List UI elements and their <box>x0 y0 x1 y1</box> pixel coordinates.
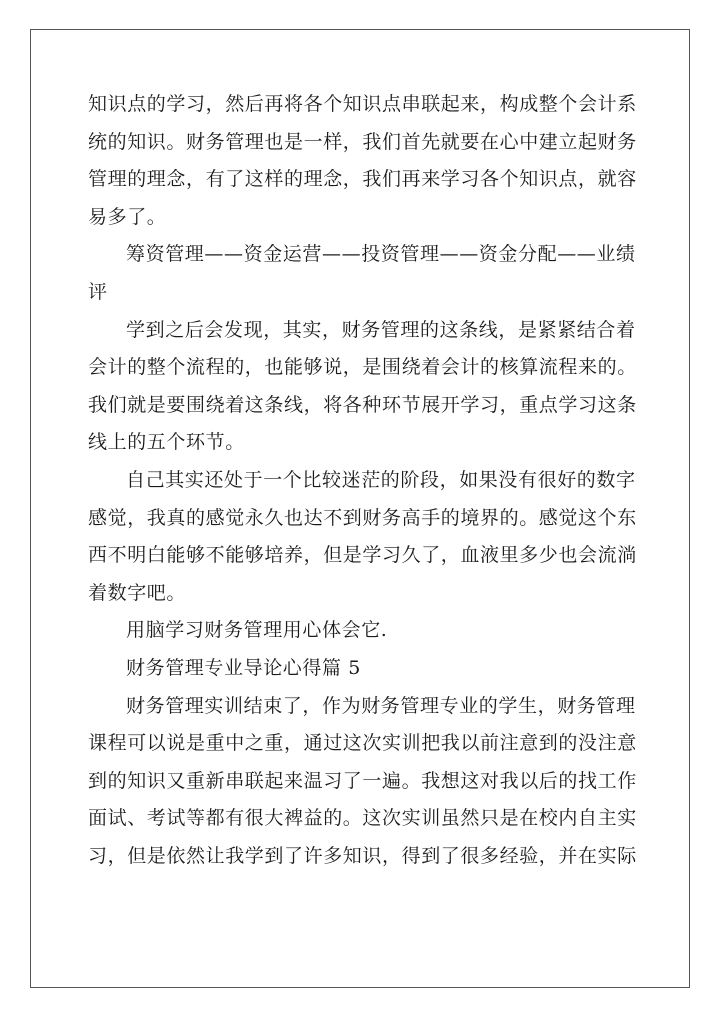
text-line: 用脑学习财务管理用心体会它. <box>126 619 388 642</box>
text-line: 自己其实还处于一个比较迷茫的阶段，如果没有很好的数字 <box>126 468 636 491</box>
text-line: 财务管理实训结束了，作为财务管理专业的学生，财务管理 <box>126 694 636 717</box>
text-line: 到的知识又重新串联起来温习了一遍。我想这对我以后的找工作 <box>88 769 637 792</box>
text-line: 着数字吧。 <box>88 581 187 604</box>
document-body <box>88 86 640 875</box>
text-line: 我们就是要围绕着这条线，将各种环节展开学习，重点学习这条 <box>88 393 637 416</box>
paragraph-4 <box>88 462 640 612</box>
text-line: 筹资管理——资金运营——投资管理——资金分配——业绩 <box>126 243 636 266</box>
text-line: 统的知识。财务管理也是一样，我们首先就要在心中建立起财务 <box>88 130 637 153</box>
paragraph-2 <box>88 236 640 311</box>
text-line: 管理的理念，有了这样的理念，我们再来学习各个知识点，就容 <box>88 168 637 191</box>
text-line: 课程可以说是重中之重，通过这次实训把我以前注意到的没注意 <box>88 732 637 755</box>
text-line: 习，但是依然让我学到了许多知识，得到了很多经验，并在实际 <box>88 844 637 867</box>
paragraph-5 <box>88 612 640 650</box>
text-line: 评 <box>88 280 108 303</box>
text-line: 学到之后会发现，其实，财务管理的这条线，是紧紧结合着 <box>126 318 636 341</box>
text-line: 线上的五个环节。 <box>88 431 245 454</box>
text-line: 会计的整个流程的，也能够说，是围绕着会计的核算流程来的。 <box>88 356 637 379</box>
text-line: 西不明白能够不能够培养，但是学习久了，血液里多少也会流淌 <box>88 544 637 567</box>
paragraph-1 <box>88 86 640 236</box>
section-heading <box>88 650 640 688</box>
text-line: 财务管理专业导论心得篇 5 <box>126 656 361 679</box>
paragraph-3 <box>88 312 640 462</box>
text-line: 知识点的学习，然后再将各个知识点串联起来，构成整个会计系 <box>88 93 637 115</box>
text-line: 易多了。 <box>88 205 167 228</box>
paragraph-7 <box>88 688 640 876</box>
text-line: 面试、考试等都有很大裨益的。这次实训虽然只是在校内自主实 <box>88 807 637 830</box>
text-line: 感觉，我真的感觉永久也达不到财务高手的境界的。感觉这个东 <box>88 506 637 529</box>
